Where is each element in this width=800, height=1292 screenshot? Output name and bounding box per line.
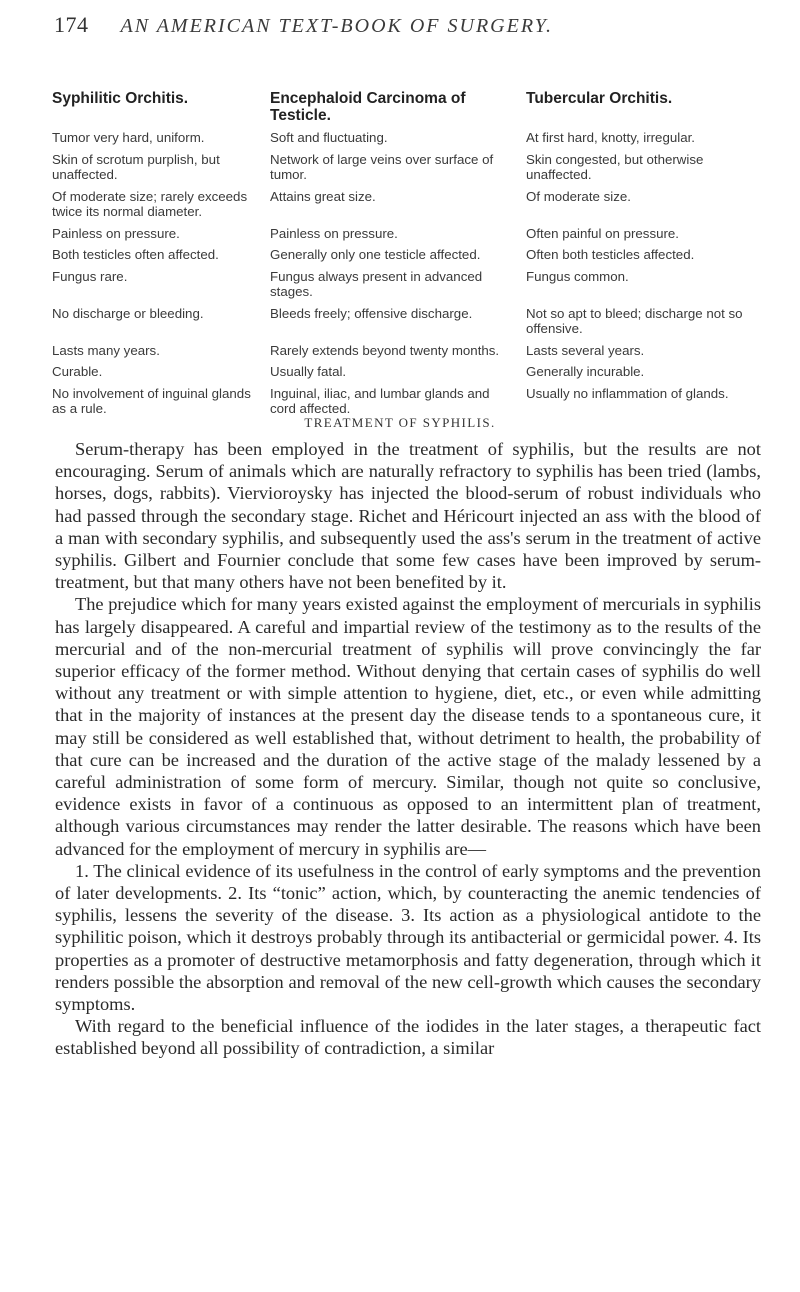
table-row bbox=[52, 269, 754, 306]
paragraph: 1. The clinical evidence of its usefulness in the control of early symptoms and the prevention of later developments. 2. Its “tonic” action, which, by counteracting the anemic tendencies of syphilis, lessens the severity of the disease. 3. Its action as a physiological antidote to the syphilitic poison, which it destroys probably through its antibacterial or germicidal power. 4. Its properties as a promoter of destructive metamorphosis and fatty degeneration, through which it renders possible the absorption and removal of the new cell-growth which causes the secondary symptoms. bbox=[55, 860, 761, 1015]
table-cell: Often painful on pressure. bbox=[526, 225, 680, 241]
table-row bbox=[52, 364, 754, 386]
paragraph: The prejudice which for many years existed against the employment of mercurials in syphilis has largely disappeared. A careful and impartial review of the testimony as to the results of the mercurial and of the non-mercurial treatment of syphilis will prove convincingly the far superior efficacy of the former method. Without denying that certain cases of syphilis do well without any treatment or with simple attention to hygiene, diet, etc., or even while admitting that in the majority of instances at the present day the disease tends to a spontaneous cure, it may still be considered as well established that, without detriment to health, the probability of that cure can be increased and the duration of the active stage of the malady lessened by a careful administration of some form of mercury. Similar, though not quite so conclusive, evidence exists in favor of a continuous as opposed to an intermittent plan of treatment, although various circumstances may render the latter desirable. The reasons which have been advanced for the employment of mercury in syphilis are— bbox=[55, 594, 761, 859]
table-cell: Lasts several years. bbox=[526, 342, 645, 358]
table-cell: At first hard, knotty, irregular. bbox=[526, 130, 695, 145]
column-header: Syphilitic Orchitis. bbox=[52, 90, 189, 107]
table-cell: Generally only one testicle affected. bbox=[270, 247, 481, 262]
table-cell: Usually no inflammation of glands. bbox=[526, 385, 729, 401]
table-cell: Bleeds freely; offensive discharge. bbox=[270, 305, 473, 321]
section-heading: TREATMENT OF SYPHILIS. bbox=[304, 415, 496, 430]
table-row bbox=[52, 189, 754, 226]
table-header-row bbox=[52, 90, 754, 130]
table-cell: Skin of scrotum purplish, but unaffected. bbox=[52, 151, 220, 182]
body-text bbox=[55, 438, 761, 1060]
table-cell: Fungus common. bbox=[526, 268, 629, 284]
table-cell: Tumor very hard, uniform. bbox=[52, 130, 205, 145]
table-cell: Curable. bbox=[52, 364, 103, 379]
table-row bbox=[52, 226, 754, 248]
table-row bbox=[52, 130, 754, 152]
table-cell: Not so apt to bleed; discharge not so offensive. bbox=[526, 305, 743, 336]
table-cell: Inguinal, iliac, and lumbar glands and cord affected. bbox=[270, 385, 490, 416]
page-header bbox=[54, 12, 774, 42]
running-title: AN AMERICAN TEXT-BOOK OF SURGERY. bbox=[120, 15, 553, 37]
column-header: Tubercular Orchitis. bbox=[526, 90, 673, 107]
table-row bbox=[52, 247, 754, 269]
page-number: 174 bbox=[54, 12, 89, 37]
table-cell: Fungus always present in advanced stages. bbox=[270, 268, 483, 299]
table-cell: Often both testicles affected. bbox=[526, 247, 695, 262]
table-cell: Painless on pressure. bbox=[270, 225, 398, 241]
table-row bbox=[52, 306, 754, 343]
table-cell: Soft and fluctuating. bbox=[270, 130, 388, 145]
paragraph: With regard to the beneficial influence of the iodides in the later stages, a therapeutic fact established beyond all possibility of contradiction, a similar bbox=[55, 1016, 761, 1059]
table-cell: Both testicles often affected. bbox=[52, 247, 219, 262]
table-cell: Lasts many years. bbox=[52, 342, 160, 358]
table-cell: Usually fatal. bbox=[270, 364, 347, 379]
column-header: Encephaloid Carcinoma of Testicle. bbox=[270, 90, 466, 124]
table-cell: Rarely extends beyond twenty months. bbox=[270, 342, 500, 358]
table-cell: Of moderate size. bbox=[526, 188, 631, 204]
table-cell: Generally incurable. bbox=[526, 364, 645, 379]
table-cell: No involvement of inguinal glands as a rule. bbox=[52, 385, 251, 416]
paragraph: Serum-therapy has been employed in the treatment of syphilis, but the results are not encouraging. Serum of animals which are naturally refractory to syphilis has been tried (lambs, horses, dogs, rabbits). Viervioroysky has injected the blood-serum of robust individuals who had passed through the secondary stage. Richet and Héricourt injected an ass with the blood of a man with secondary syphilis, and subsequently used the ass's serum in the treatment of active syphilis. Gilbert and Fournier conclude that some few cases have been improved by serum-treatment, but that many others have not been benefited by it. bbox=[55, 439, 761, 593]
table-cell: Painless on pressure. bbox=[52, 225, 180, 241]
table-row bbox=[52, 152, 754, 189]
table-cell: Network of large veins over surface of tumor. bbox=[270, 151, 494, 182]
table-row bbox=[52, 343, 754, 365]
table-cell: Of moderate size; rarely exceeds twice its normal diameter. bbox=[52, 188, 248, 219]
comparison-table bbox=[52, 90, 754, 423]
table-cell: Attains great size. bbox=[270, 188, 376, 204]
table-cell: No discharge or bleeding. bbox=[52, 305, 204, 321]
table-cell: Fungus rare. bbox=[52, 268, 128, 284]
table-cell: Skin congested, but otherwise unaffected. bbox=[526, 151, 704, 182]
